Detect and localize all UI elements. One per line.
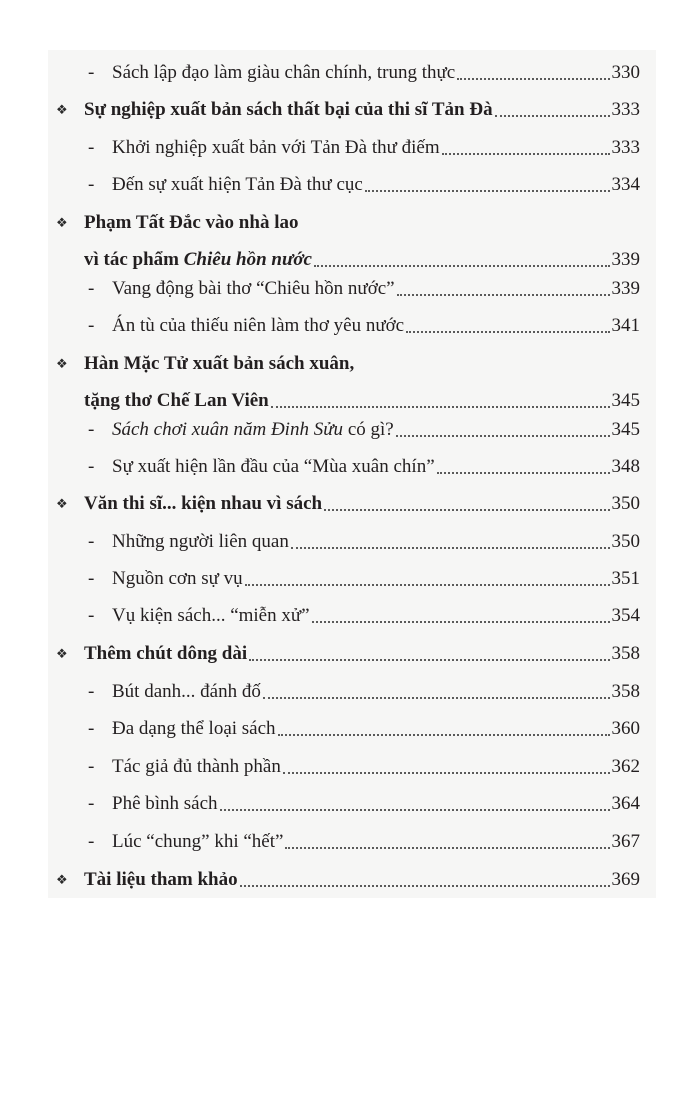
dash-bullet: -	[88, 62, 95, 83]
dot-leader	[285, 847, 609, 849]
toc-subentry	[48, 603, 656, 629]
dash-bullet: -	[88, 605, 95, 626]
page-number: 364	[611, 793, 640, 814]
toc-section	[48, 867, 656, 893]
dash-bullet: -	[88, 174, 95, 195]
page-number: 339	[611, 249, 640, 270]
toc-entry-title: Nguồn cơn sự vụ	[112, 568, 243, 589]
toc-subentry	[48, 313, 656, 339]
toc-entry-title: Những người liên quan	[112, 531, 289, 552]
dot-leader	[291, 547, 610, 549]
toc-entry-title: Đến sự xuất hiện Tản Đà thư cục	[112, 174, 363, 195]
dash-bullet: -	[88, 456, 95, 477]
toc-entry-title: Lúc “chung” khi “hết”	[112, 831, 284, 852]
dash-bullet: -	[88, 568, 95, 589]
toc-entry-title: Phạm Tất Đắc vào nhà lao	[84, 212, 299, 233]
dot-leader	[263, 697, 610, 699]
toc-entry-title: Sự xuất hiện lần đầu của “Mùa xuân chín”	[112, 456, 435, 477]
toc-entry-title: Đa dạng thể loại sách	[112, 718, 276, 739]
dot-leader	[283, 772, 610, 774]
toc-entry-title: Tác giả đủ thành phần	[112, 756, 281, 777]
page-number: 354	[611, 605, 640, 626]
page-number: 351	[611, 568, 640, 589]
book-page	[48, 50, 656, 898]
page-number: 333	[611, 137, 640, 158]
toc-entry-title: Khởi nghiệp xuất bản với Tản Đà thư điếm	[112, 137, 440, 158]
toc-section	[48, 351, 656, 377]
diamond-bullet-icon: ❖	[56, 356, 68, 371]
dash-bullet: -	[88, 831, 95, 852]
toc-entry-title: Án tù của thiếu niên làm thơ yêu nước	[112, 315, 405, 336]
toc-subentry	[48, 716, 656, 742]
diamond-bullet-icon: ❖	[56, 872, 68, 887]
page-number: 330	[611, 62, 640, 83]
toc-entry-title: Văn thi sĩ... kiện nhau vì sách	[84, 493, 323, 514]
dash-bullet: -	[88, 278, 95, 299]
title-text: có gì?	[343, 419, 394, 440]
toc-entry-title: Phê bình sách	[112, 793, 218, 814]
toc-section-continuation	[48, 247, 656, 273]
page-number: 345	[611, 390, 640, 411]
toc-section	[48, 491, 656, 517]
toc-subentry	[48, 791, 656, 817]
toc-entry-title	[84, 247, 312, 273]
diamond-bullet-icon: ❖	[56, 496, 68, 511]
toc-subentry	[48, 276, 656, 302]
italic-title-text: Sách chơi xuân năm Đinh Sửu	[112, 419, 344, 440]
toc-subentry	[48, 454, 656, 480]
page-number: 341	[611, 315, 640, 336]
toc-subentry	[48, 754, 656, 780]
dot-leader	[271, 406, 610, 408]
toc-entry-title: Sách lập đạo làm giàu chân chính, trung thực	[112, 62, 456, 83]
toc-entry-title	[112, 417, 394, 443]
toc-section-continuation	[48, 388, 656, 414]
page-number: 358	[611, 681, 640, 702]
page-number: 367	[611, 831, 640, 852]
dot-leader	[495, 115, 610, 117]
dash-bullet: -	[88, 756, 95, 777]
dash-bullet: -	[88, 681, 95, 702]
dot-leader	[240, 885, 610, 887]
diamond-bullet-icon: ❖	[56, 215, 68, 230]
toc-entry-title: Vang động bài thơ “Chiêu hồn nước”	[112, 278, 395, 299]
toc-entry-title: Thêm chút dông dài	[84, 643, 248, 664]
toc-subentry	[48, 172, 656, 198]
dash-bullet: -	[88, 718, 95, 739]
toc-subentry	[48, 679, 656, 705]
dash-bullet: -	[88, 137, 95, 158]
toc-subentry	[48, 566, 656, 592]
toc-subentry	[48, 529, 656, 555]
dot-leader	[397, 294, 610, 296]
dot-leader	[406, 331, 609, 333]
page-number: 339	[611, 278, 640, 299]
toc-entry-title: Bút danh... đánh đố	[112, 681, 261, 702]
toc-section	[48, 210, 656, 236]
dash-bullet: -	[88, 793, 95, 814]
page-number: 334	[611, 174, 640, 195]
dot-leader	[396, 435, 610, 437]
toc-section	[48, 97, 656, 123]
toc-entry-title: Tài liệu tham khảo	[84, 869, 238, 890]
dot-leader	[220, 809, 610, 811]
dot-leader	[245, 584, 610, 586]
page-number: 333	[611, 99, 640, 120]
page-number: 369	[611, 869, 640, 890]
page-number: 350	[611, 493, 640, 514]
dot-leader	[365, 190, 610, 192]
dot-leader	[312, 621, 610, 623]
dash-bullet: -	[88, 315, 95, 336]
toc-entry-title: Vụ kiện sách... “miễn xử”	[112, 605, 310, 626]
dot-leader	[278, 734, 610, 736]
dot-leader	[457, 78, 609, 80]
toc-subentry	[48, 135, 656, 161]
toc-subentry	[48, 417, 656, 443]
page-number: 358	[611, 643, 640, 664]
page-number: 345	[611, 419, 640, 440]
dot-leader	[437, 472, 610, 474]
italic-title-text: Chiêu hồn nước	[183, 249, 312, 270]
dash-bullet: -	[88, 419, 95, 440]
table-of-contents	[48, 50, 656, 898]
toc-subentry	[48, 829, 656, 855]
diamond-bullet-icon: ❖	[56, 102, 68, 117]
page-number: 362	[611, 756, 640, 777]
dot-leader	[442, 153, 610, 155]
toc-entry-title: tặng thơ Chế Lan Viên	[84, 390, 269, 411]
dot-leader	[314, 265, 610, 267]
page-number: 360	[611, 718, 640, 739]
dot-leader	[249, 659, 609, 661]
page-number: 348	[611, 456, 640, 477]
toc-entry-title: Sự nghiệp xuất bản sách thất bại của thi sĩ Tản Đà	[84, 99, 493, 120]
page-number: 350	[611, 531, 640, 552]
toc-section	[48, 641, 656, 667]
title-text: vì tác phẩm	[84, 249, 184, 270]
toc-entry-title: Hàn Mặc Tử xuất bản sách xuân,	[84, 353, 355, 374]
dot-leader	[324, 509, 609, 511]
diamond-bullet-icon: ❖	[56, 646, 68, 661]
dash-bullet: -	[88, 531, 95, 552]
toc-subentry	[48, 60, 656, 86]
